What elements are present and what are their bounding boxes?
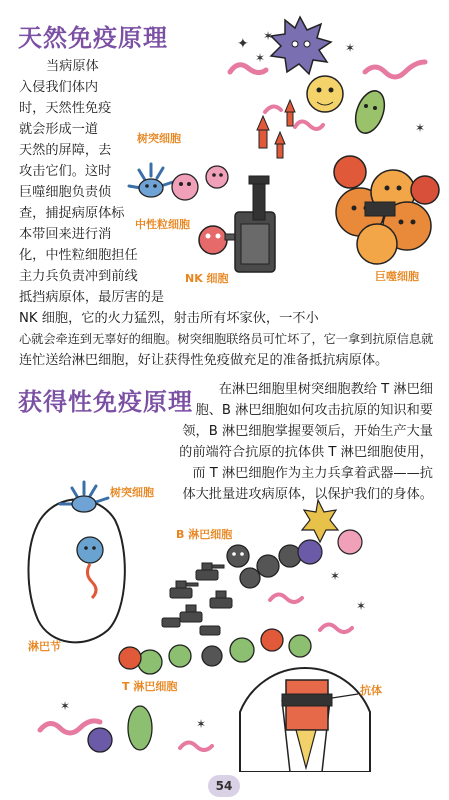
- section2-heading: 获得性免疫原理: [18, 388, 193, 416]
- svg-text:✶: ✶: [330, 569, 341, 583]
- s1-wide-2: 连忙送给淋巴细胞，好让获得性免疫做充足的准备抵抗病原体。: [19, 353, 389, 368]
- s2-line-3: 的前端符合抗原的抗体供 T 淋巴细胞使用，: [179, 445, 433, 460]
- s2-line-0: 在淋巴细胞里树突细胞教给 T 淋巴细: [218, 382, 433, 397]
- s1-line-7: 查，捕捉病原体标: [19, 206, 125, 221]
- green-germ-illustration: [350, 87, 389, 137]
- s1-line-3: 就会形成一道: [19, 122, 99, 137]
- label-dendritic-cell-2: 树突细胞: [110, 486, 154, 499]
- s1-wide-1: 心就会牵连到无辜好的细胞。树突细胞联络员可忙坏了，它一拿到抗原信息就: [19, 332, 434, 346]
- s2-line-5: 体大批量进攻病原体，以保护我们的身体。: [182, 487, 433, 502]
- label-macrophage: 巨噬细胞: [375, 270, 419, 283]
- label-t-cell: T 淋巴细胞: [122, 680, 178, 693]
- neutrophil-illustration: [172, 166, 228, 200]
- svg-text:✶: ✶: [255, 51, 266, 65]
- label-dendritic-cell: 树突细胞: [137, 132, 181, 145]
- s1-line-2: 时，天然性免疫: [19, 101, 112, 116]
- s2-line-4: 而 T 淋巴细胞作为主力兵拿着武器——抗: [192, 466, 433, 481]
- label-neutrophil: 中性粒细胞: [135, 218, 190, 231]
- s2-line-2: 领，B 淋巴细胞掌握要领后，开始生产大量: [182, 424, 433, 439]
- label-antibody: 抗体: [360, 684, 382, 697]
- dendritic-cell-illustration: [129, 164, 173, 197]
- yellow-germ-illustration: [307, 76, 343, 112]
- s2-line-1: 胞、B 淋巴细胞如何攻击抗原的知识和要: [195, 403, 433, 418]
- cannon-illustration: [235, 176, 275, 272]
- s1-line-11: 抵挡病原体，最厉害的是: [19, 290, 165, 305]
- label-nk-cell: NK 细胞: [185, 272, 229, 285]
- s1-line-4: 天然的屏障，去: [19, 143, 112, 158]
- svg-text:✶: ✶: [345, 41, 356, 55]
- page-number: 54: [208, 775, 240, 797]
- t-cell-illustration: [119, 629, 311, 674]
- svg-text:✦: ✦: [237, 36, 249, 52]
- adaptive-immunity-illustration: [0, 480, 449, 772]
- s1-line-9: 化，中性粒细胞担任: [19, 248, 138, 263]
- s1-line-0: 当病原体: [46, 59, 99, 74]
- label-lymph-node: 淋巴节: [28, 640, 61, 653]
- innate-immunity-illustration: [125, 12, 445, 307]
- s1-line-1: 入侵我们体内: [19, 80, 99, 95]
- svg-text:✶: ✶: [60, 699, 71, 713]
- s1-line-8: 本带回来进行消: [19, 227, 112, 242]
- lymph-node-illustration: [28, 499, 124, 642]
- section1-heading: 天然免疫原理: [18, 24, 168, 52]
- tanks-illustration: [162, 563, 232, 635]
- s1-line-5: 攻击它们。这时: [19, 164, 112, 179]
- s1-wide-0: NK 细胞，它的火力猛烈，射击所有坏家伙，一不小: [19, 311, 319, 326]
- b-cell-illustration: [227, 545, 301, 588]
- label-b-cell: B 淋巴细胞: [176, 528, 233, 541]
- s1-line-6: 巨噬细胞负责侦: [19, 185, 112, 200]
- s1-line-10: 主力兵负责冲到前线: [19, 269, 138, 284]
- svg-text:✶: ✶: [415, 121, 426, 135]
- svg-text:✶: ✶: [263, 29, 274, 43]
- svg-text:✶: ✶: [196, 717, 207, 731]
- macrophage-cluster-illustration: [334, 156, 439, 264]
- antibody-zoom-illustration: [240, 668, 370, 772]
- svg-text:✶: ✶: [356, 599, 367, 613]
- germs-bottom-illustration: [40, 699, 212, 752]
- spiky-germ-illustration: [271, 17, 331, 74]
